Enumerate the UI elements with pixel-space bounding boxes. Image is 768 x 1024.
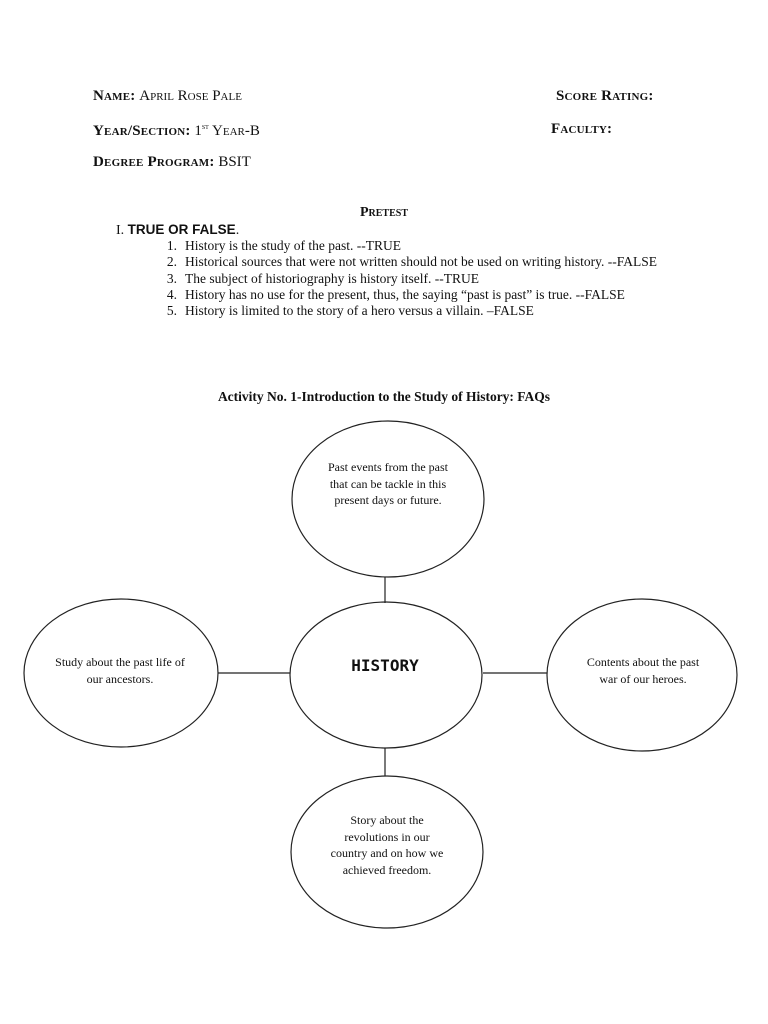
activity-title: Activity No. 1-Introduction to the Study of History: FAQs	[217, 389, 551, 404]
list-item: 3. The subject of historiography is history itself. --TRUE	[166, 270, 479, 286]
list-item: 5. History is limited to the story of a hero versus a villain. –FALSE	[166, 303, 534, 319]
pretest-title: Pretest	[359, 205, 408, 220]
center-bubble-text: HISTORY	[351, 656, 419, 675]
section-heading: I. TRUE OR FALSE.	[116, 222, 240, 238]
center-bubble	[290, 602, 482, 748]
bottom-bubble-text: Story about the revolutions in our country and on how we achieved freedom.	[330, 813, 444, 877]
faculty-label: Faculty:	[551, 121, 613, 137]
right-bubble-text: Contents about the past war of our heroes.	[586, 655, 700, 686]
list-item: 1. History is the study of the past. --TRUE	[166, 238, 401, 253]
degree-program-value: BSIT	[218, 154, 251, 170]
name-label: Name:	[93, 88, 136, 104]
left-bubble-text: Study about the past life of our ancestors.	[55, 655, 185, 686]
list-item: 2. Historical sources that were not written should not be used on writing history. --FALSE	[166, 254, 658, 270]
year-section-label: Year/Section:	[93, 123, 191, 139]
section-title: TRUE OR FALSE	[127, 222, 236, 237]
name-value: April Rose Pale	[139, 88, 242, 104]
list-item: 4. History has no use for the present, thus, the saying “past is past” is true. --FALSE	[166, 286, 625, 302]
degree-program-label: Degree Program:	[93, 154, 215, 170]
top-bubble-text: Past events from the past that can be tackle in this present days or future.	[328, 460, 448, 507]
score-rating-label: Score Rating:	[556, 88, 654, 104]
year-section-value: 1st Year-B	[194, 121, 260, 139]
section-numeral: I.	[116, 223, 125, 238]
